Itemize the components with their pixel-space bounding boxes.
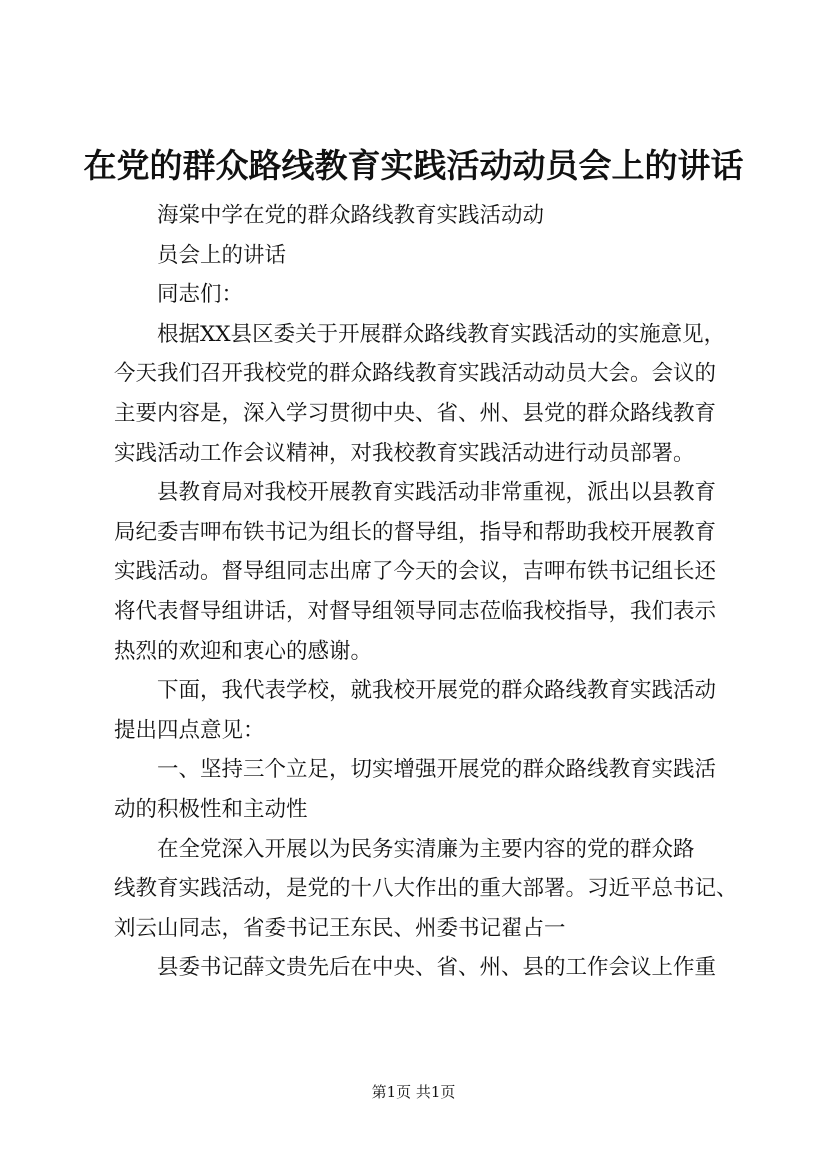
body-line: 将代表督导组讲话，对督导组领导同志莅临我校指导，我们表示 <box>114 598 717 624</box>
body-line: 县委书记薛文贵先后在中央、省、州、县的工作会议上作重 <box>157 955 717 981</box>
body-line: 局纪委吉呷布铁书记为组长的督导组，指导和帮助我校开展教育 <box>114 519 717 545</box>
body-line: 动的积极性和主动性 <box>114 796 308 822</box>
document-title: 在党的群众路线教育实践活动动员会上的讲话 <box>83 146 744 185</box>
body-line: 海棠中学在党的群众路线教育实践活动动 <box>157 203 545 228</box>
page-footer: 第1页 共1页 <box>371 1083 456 1101</box>
body-line: 提出四点意见： <box>114 717 265 743</box>
body-line: 今天我们召开我校党的群众路线教育实践活动动员大会。会议的 <box>114 361 717 387</box>
body-line: 一、坚持三个立足，切实增强开展党的群众路线教育实践活 <box>157 757 717 783</box>
body-line: 实践活动。督导组同志出席了今天的会议，吉呷布铁书记组长还 <box>114 559 717 585</box>
body-line: 县教育局对我校开展教育实践活动非常重视，派出以县教育 <box>157 480 717 506</box>
body-line: 主要内容是，深入学习贯彻中央、省、州、县党的群众路线教育 <box>114 400 717 426</box>
body-line: 在全党深入开展以为民务实清廉为主要内容的党的群众路 <box>157 836 695 862</box>
body-line: 下面，我代表学校，就我校开展党的群众路线教育实践活动 <box>157 678 717 704</box>
body-line: 员会上的讲话 <box>157 242 287 268</box>
body-line: 同志们： <box>157 282 244 308</box>
body-line: 热烈的欢迎和衷心的感谢。 <box>114 638 373 664</box>
body-line: 根据XX县区委关于开展群众路线教育实践活动的实施意见， <box>157 321 726 347</box>
body-line: 线教育实践活动，是党的十八大作出的重大部署。习近平总书记、 <box>114 876 738 902</box>
document-body <box>114 196 738 988</box>
body-line: 刘云山同志，省委书记王东民、州委书记翟占一 <box>114 915 566 941</box>
body-line: 实践活动工作会议精神，对我校教育实践活动进行动员部署。 <box>114 440 695 466</box>
